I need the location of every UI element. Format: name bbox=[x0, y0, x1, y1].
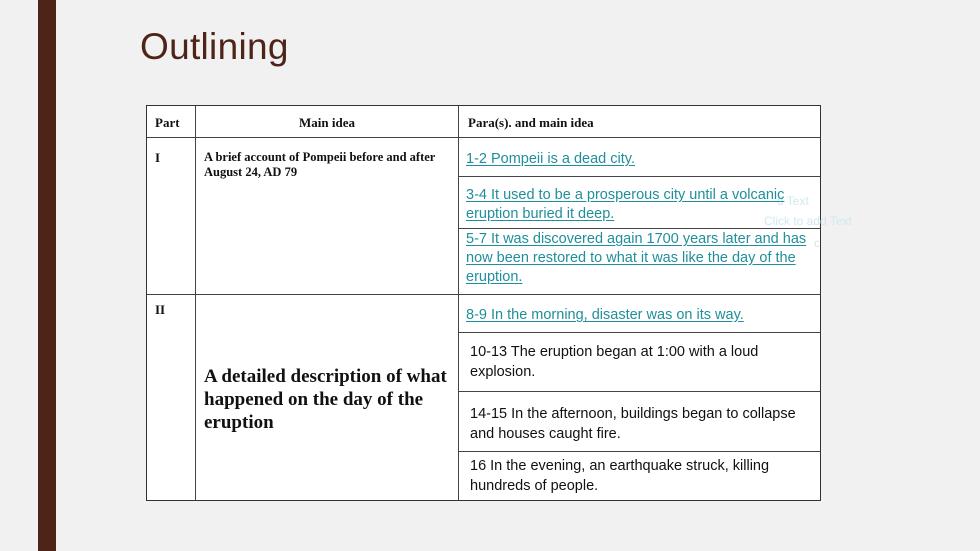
row-divider bbox=[459, 451, 820, 452]
para-text: 14-15 In the afternoon, buildings began to collapse and houses caught fire. bbox=[470, 406, 796, 442]
placeholder-ghost-text: Click to add Text bbox=[764, 214, 852, 228]
row-divider bbox=[459, 391, 820, 392]
part-number: I bbox=[155, 150, 161, 165]
part-main-idea: A brief account of Pompeii before and after August 24, AD 79 bbox=[204, 150, 436, 179]
para-link[interactable]: 5-7 It was discovered again 1700 years later and has now been restored to what it was like the day of the eruption. bbox=[466, 231, 807, 285]
part-divider bbox=[147, 294, 820, 295]
col-divider-2 bbox=[458, 106, 459, 500]
col-divider-1 bbox=[195, 106, 196, 500]
para-link[interactable]: 3-4 It used to be a prosperous city until a volcanic eruption buried it deep. bbox=[466, 187, 785, 222]
part-main-idea: A detailed description of what happened on the day of the eruption bbox=[204, 366, 447, 433]
header-paras: Para(s). and main idea bbox=[468, 115, 594, 130]
para-link[interactable]: 1-2 Pompeii is a dead city. bbox=[466, 151, 635, 167]
accent-bar bbox=[38, 0, 56, 551]
slide-title: Outlining bbox=[140, 26, 289, 67]
header-main-idea: Main idea bbox=[299, 115, 355, 130]
para-link[interactable]: 8-9 In the morning, disaster was on its way. bbox=[466, 307, 744, 323]
row-divider bbox=[459, 228, 820, 229]
header-divider bbox=[147, 137, 820, 138]
header-part: Part bbox=[155, 115, 180, 130]
para-text: 16 In the evening, an earthquake struck, killing hundreds of people. bbox=[470, 458, 770, 494]
row-divider bbox=[459, 176, 820, 177]
placeholder-ghost-text: c bbox=[814, 236, 820, 250]
row-divider bbox=[459, 332, 820, 333]
outline-table bbox=[146, 105, 852, 501]
placeholder-ghost-text: d Text bbox=[777, 194, 809, 208]
para-text: 10-13 The eruption began at 1:00 with a loud explosion. bbox=[470, 344, 759, 380]
part-number: II bbox=[155, 302, 166, 317]
